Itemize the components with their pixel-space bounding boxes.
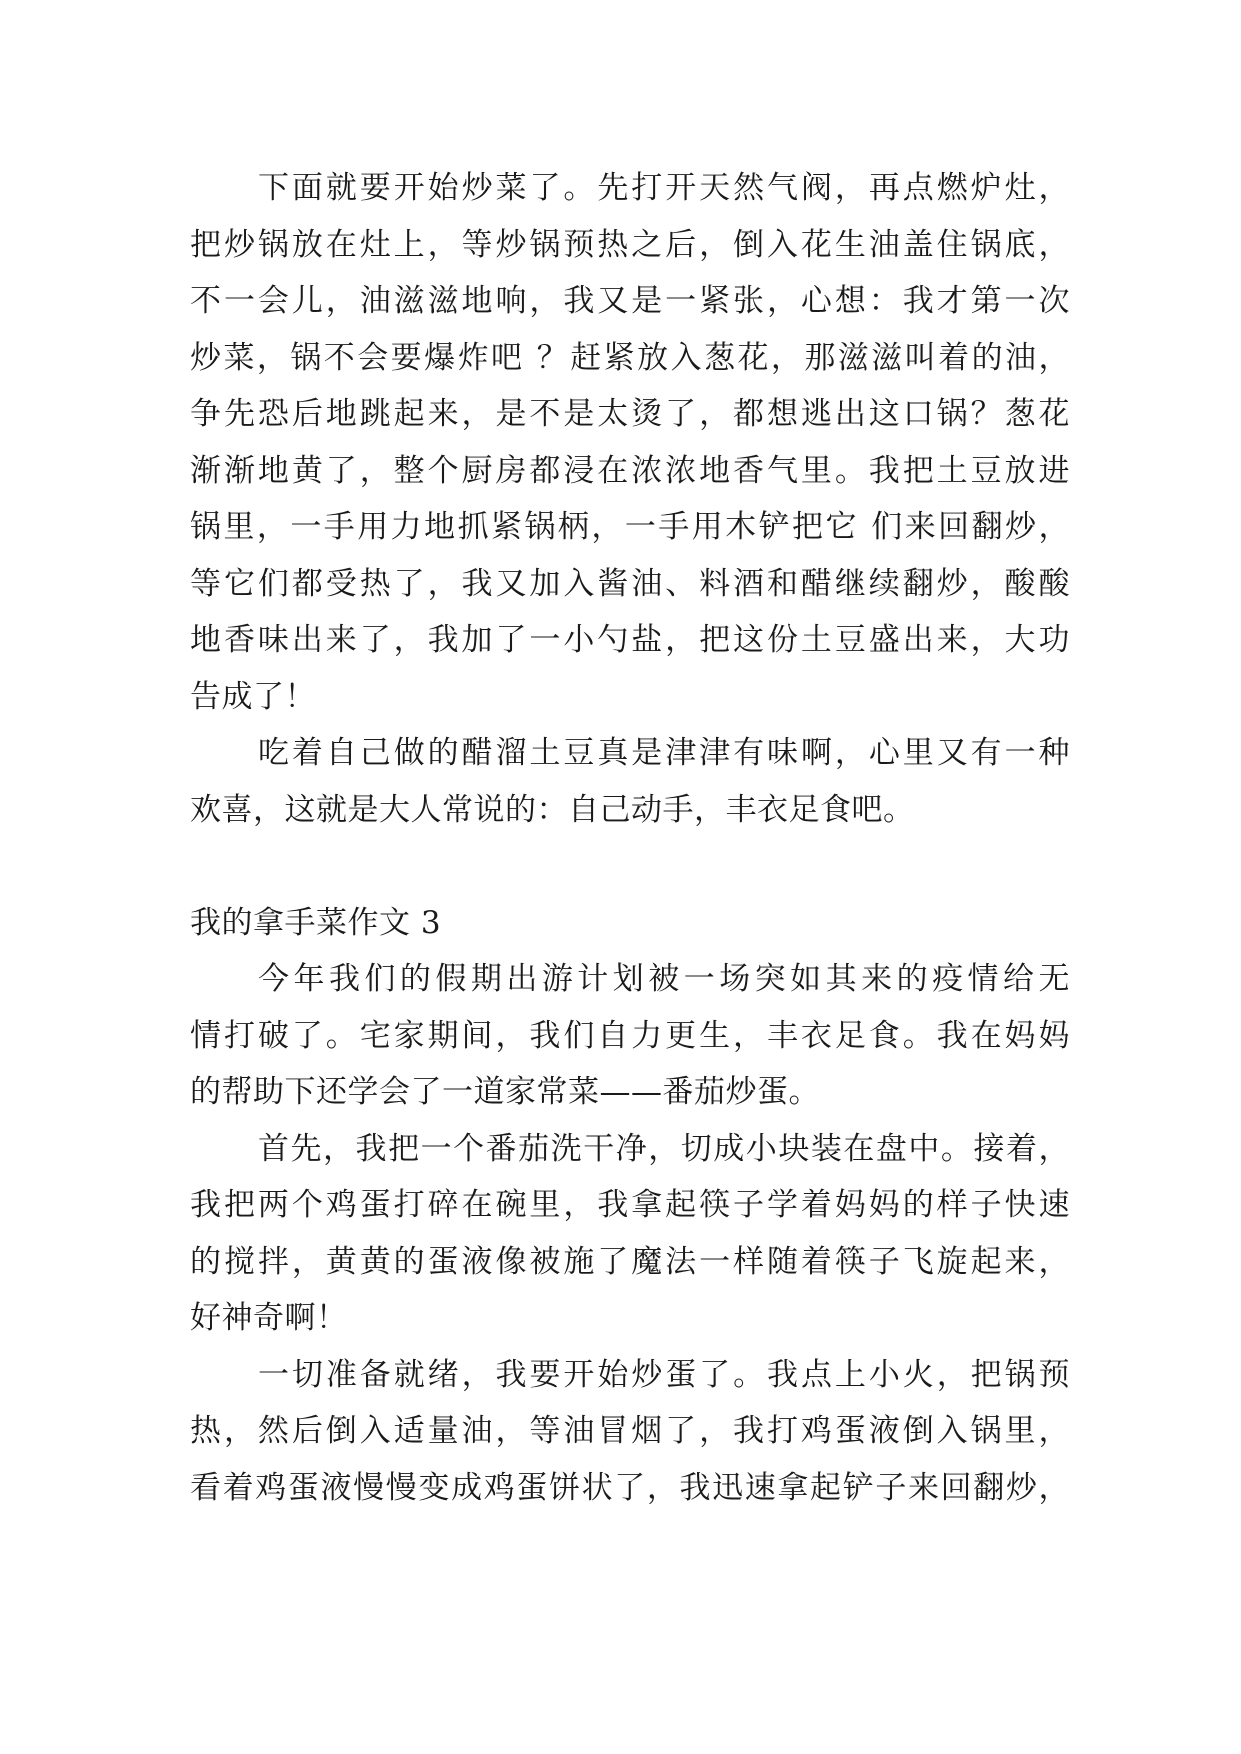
text-line: 情打破了。宅家期间，我们自力更生，丰衣足食。我在妈妈 bbox=[190, 1017, 1070, 1054]
text-line: 的搅拌，黄黄的蛋液像被施了魔法一样随着筷子飞旋起来， bbox=[190, 1243, 1070, 1280]
text-line: 渐渐地黄了，整个厨房都浸在浓浓地香气里。我把土豆放进 bbox=[190, 452, 1070, 489]
text-line: 争先恐后地跳起来，是不是太烫了，都想逃出这口锅？葱花 bbox=[190, 396, 1070, 432]
text-line: 今年我们的假期出游计划被一场突如其来的疫情给无 bbox=[258, 961, 1070, 997]
paragraph-conclusion bbox=[190, 725, 1070, 838]
text-line: 我把两个鸡蛋打碎在碗里，我拿起筷子学着妈妈的样子快速 bbox=[190, 1187, 1070, 1223]
text-line: 地香味出来了，我加了一小勺盐，把这份土豆盛出来，大功 bbox=[190, 622, 1070, 658]
document-page bbox=[190, 160, 1070, 1516]
paragraph-stir-fry bbox=[190, 160, 1070, 725]
text-line: 等它们都受热了，我又加入酱油、料酒和醋继续翻炒，酸酸 bbox=[190, 565, 1070, 602]
text-line: 下面就要开始炒菜了。先打开天然气阀，再点燃炉灶， bbox=[258, 170, 1070, 206]
paragraph-cooking bbox=[190, 1347, 1070, 1517]
text-line: 不一会儿，油滋滋地响，我又是一紧张，心想：我才第一次 bbox=[190, 283, 1070, 319]
text-line: 看着鸡蛋液慢慢变成鸡蛋饼状了，我迅速拿起铲子来回翻炒， bbox=[190, 1469, 1070, 1506]
text-line: 吃着自己做的醋溜土豆真是津津有味啊，心里又有一种 bbox=[258, 735, 1070, 771]
section-gap bbox=[190, 838, 1070, 895]
text-line: 炒菜，锅不会要爆炸吧 ？赶紧放入葱花，那滋滋叫着的油， bbox=[190, 339, 1070, 376]
text-line: 把炒锅放在灶上，等炒锅预热之后，倒入花生油盖住锅底， bbox=[190, 226, 1070, 263]
section-title: 我的拿手菜作文 3 bbox=[190, 904, 442, 941]
text-line: 一切准备就绪，我要开始炒蛋了。我点上小火，把锅预 bbox=[258, 1356, 1070, 1393]
text-line: 好神奇啊！ bbox=[190, 1300, 348, 1336]
text-line: 告成了！ bbox=[190, 678, 316, 715]
paragraph-preparation bbox=[190, 1121, 1070, 1347]
text-line: 欢喜，这就是大人常说的：自己动手，丰衣足食吧。 bbox=[190, 791, 915, 828]
text-line: 首先，我把一个番茄洗干净，切成小块装在盘中。接着， bbox=[258, 1130, 1070, 1167]
text-line: 的帮助下还学会了一道家常菜——番茄炒蛋。 bbox=[190, 1074, 820, 1110]
text-line: 锅里，一手用力地抓紧锅柄，一手用木铲把它 们来回翻炒， bbox=[190, 509, 1070, 545]
text-line: 热，然后倒入适量油，等油冒烟了，我打鸡蛋液倒入锅里， bbox=[190, 1413, 1070, 1449]
paragraph-intro bbox=[190, 951, 1070, 1121]
